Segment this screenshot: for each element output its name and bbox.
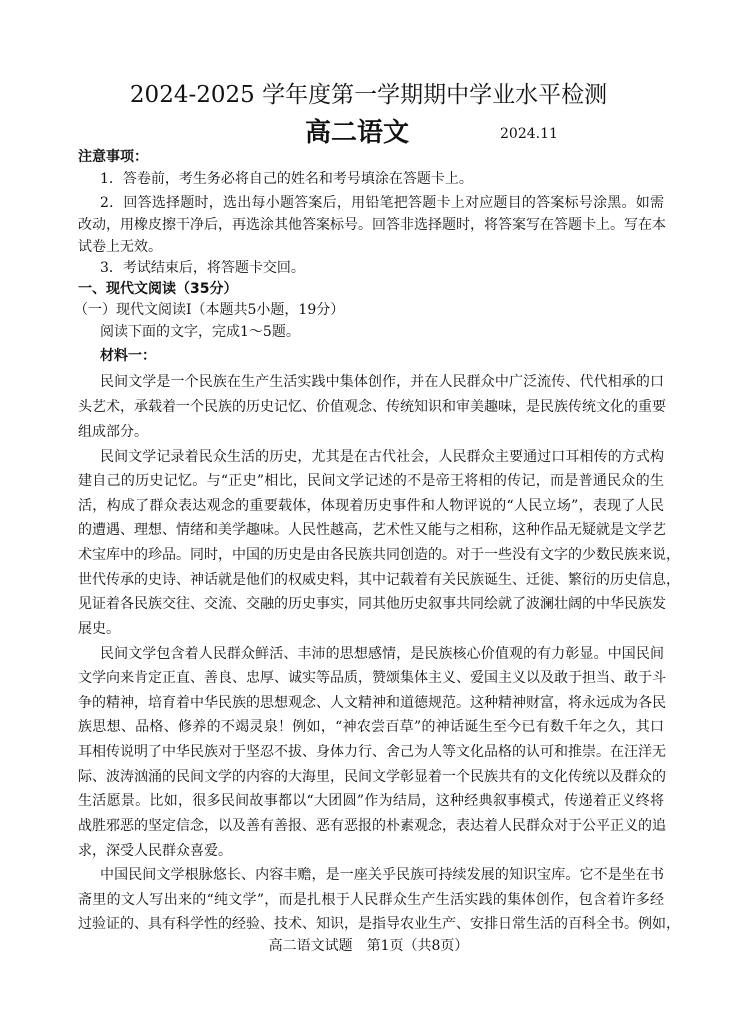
- body-line: 族思想、品格、修养的不竭灵泉！例如，“神农尝百草”的神话诞生至今已有数千年之久，其口: [78, 719, 664, 735]
- note-item: 2．回答选择题时，选出每小题答案后，用铅笔把答题卡上对应题目的答案标号涂黑。如需: [100, 195, 664, 211]
- body-line: 建自己的历史记忆。与“正史”相比，民间文学记述的不是帝王将相的传记，而是普通民众的生: [78, 473, 664, 489]
- instruction: 阅读下面的文字，完成1～5题。: [100, 324, 300, 340]
- section-heading: 一、现代文阅读（35分）: [78, 281, 238, 297]
- body-line: 活，构成了群众表达观念的重要载体，体现着历史事件和人物评说的“人民立场”，表现了人民: [78, 498, 664, 514]
- subsection-heading: （一）现代文阅读Ⅰ（本题共5小题，19分）: [74, 302, 345, 318]
- note-item: 1．答卷前，考生务必将自己的姓名和考号填涂在答题卡上。: [100, 171, 473, 187]
- body-line: 民间文学记录着民众生活的历史，尤其是在古代社会，人民群众主要通过口耳相传的方式构: [100, 449, 664, 465]
- body-line: 民间文学是一个民族在生产生活实践中集体创作，并在人民群众中广泛流传、代代相承的口: [100, 374, 664, 390]
- body-line: 生活愿景。比如，很多民间故事都以“大团圆”作为结局，这种经典叙事模式，传递着正义终将: [78, 793, 664, 809]
- note-item: 3．考试结束后，将答题卡交回。: [100, 260, 305, 276]
- material-label: 材料一：: [100, 348, 156, 364]
- body-line: 战胜邪恶的坚定信念，以及善有善报、恶有恶报的朴素观念，表达着人民群众对于公平正义的追: [78, 818, 666, 834]
- body-line: 中国民间文学根脉悠长、内容丰赡，是一座关乎民族可持续发展的知识宝库。它不是坐在书: [100, 867, 664, 883]
- exam-date: 2024.11: [500, 126, 558, 142]
- body-line: 见证着各民族交往、交流、交融的历史事实，同其他历史叙事共同绘就了波澜壮阔的中华民族发: [78, 596, 666, 612]
- body-line: 耳相传说明了中华民族对于坚忍不拔、身体力行、舍己为人等文化品格的认可和推崇。在汪洋无: [78, 744, 666, 760]
- body-line: 头艺术，承载着一个民族的历史记忆、价值观念、传统知识和审美趣味，是民族传统文化的重要: [78, 399, 666, 415]
- body-line: 文学向来肯定正直、善良、忠厚、诚实等品质，赞颂集体主义、爱国主义以及敢于担当、敢于斗: [78, 670, 666, 686]
- body-line: 的遭遇、理想、情绪和美学趣味。人民性越高，艺术性又能与之相称，这种作品无疑就是文学艺: [78, 522, 666, 538]
- body-line: 求，深受人民群众喜爱。: [78, 843, 232, 859]
- exam-title: 2024-2025 学年度第一学期期中学业水平检测: [129, 82, 608, 108]
- body-line: 展史。: [78, 621, 120, 637]
- body-line: 争的精神，培育着中华民族的思想观念、人文精神和道德规范。这种精神财富，将永远成为各民: [78, 695, 666, 711]
- body-line: 斋里的文人写出来的“纯文学”，而是扎根于人民群众生产生活实践的集体创作，包含着许多经: [78, 892, 664, 908]
- note-item: 改动，用橡皮擦干净后，再选涂其他答案标号。回答非选择题时，将答案写在答题卡上。写在本: [78, 217, 666, 233]
- notes-label: 注意事项：: [78, 149, 148, 165]
- body-line: 世代传承的史诗、神话就是他们的权威史料，其中记载着有关民族诞生、迁徙、繁衍的历史信息，: [78, 572, 680, 588]
- note-item: 试卷上无效。: [78, 239, 162, 255]
- subject-title: 高二语文: [305, 118, 410, 148]
- body-line: 过验证的、具有科学性的经验、技术、知识，是指导农业生产、安排日常生活的百科全书。例如，: [78, 916, 680, 932]
- body-line: 组成部分。: [78, 424, 148, 440]
- body-line: 际、波涛汹涌的民间文学的内容的大海里，民间文学彰显着一个民族共有的文化传统以及群众的: [78, 769, 666, 785]
- page-footer: 高二语文试题 第1页（共8页）: [268, 938, 469, 954]
- body-line: 民间文学包含着人民群众鲜活、丰沛的思想感情，是民族核心价值观的有力彰显。中国民间: [100, 646, 664, 662]
- body-line: 术宝库中的珍品。同时，中国的历史是由各民族共同创造的。对于一些没有文字的少数民族来说，: [78, 547, 680, 563]
